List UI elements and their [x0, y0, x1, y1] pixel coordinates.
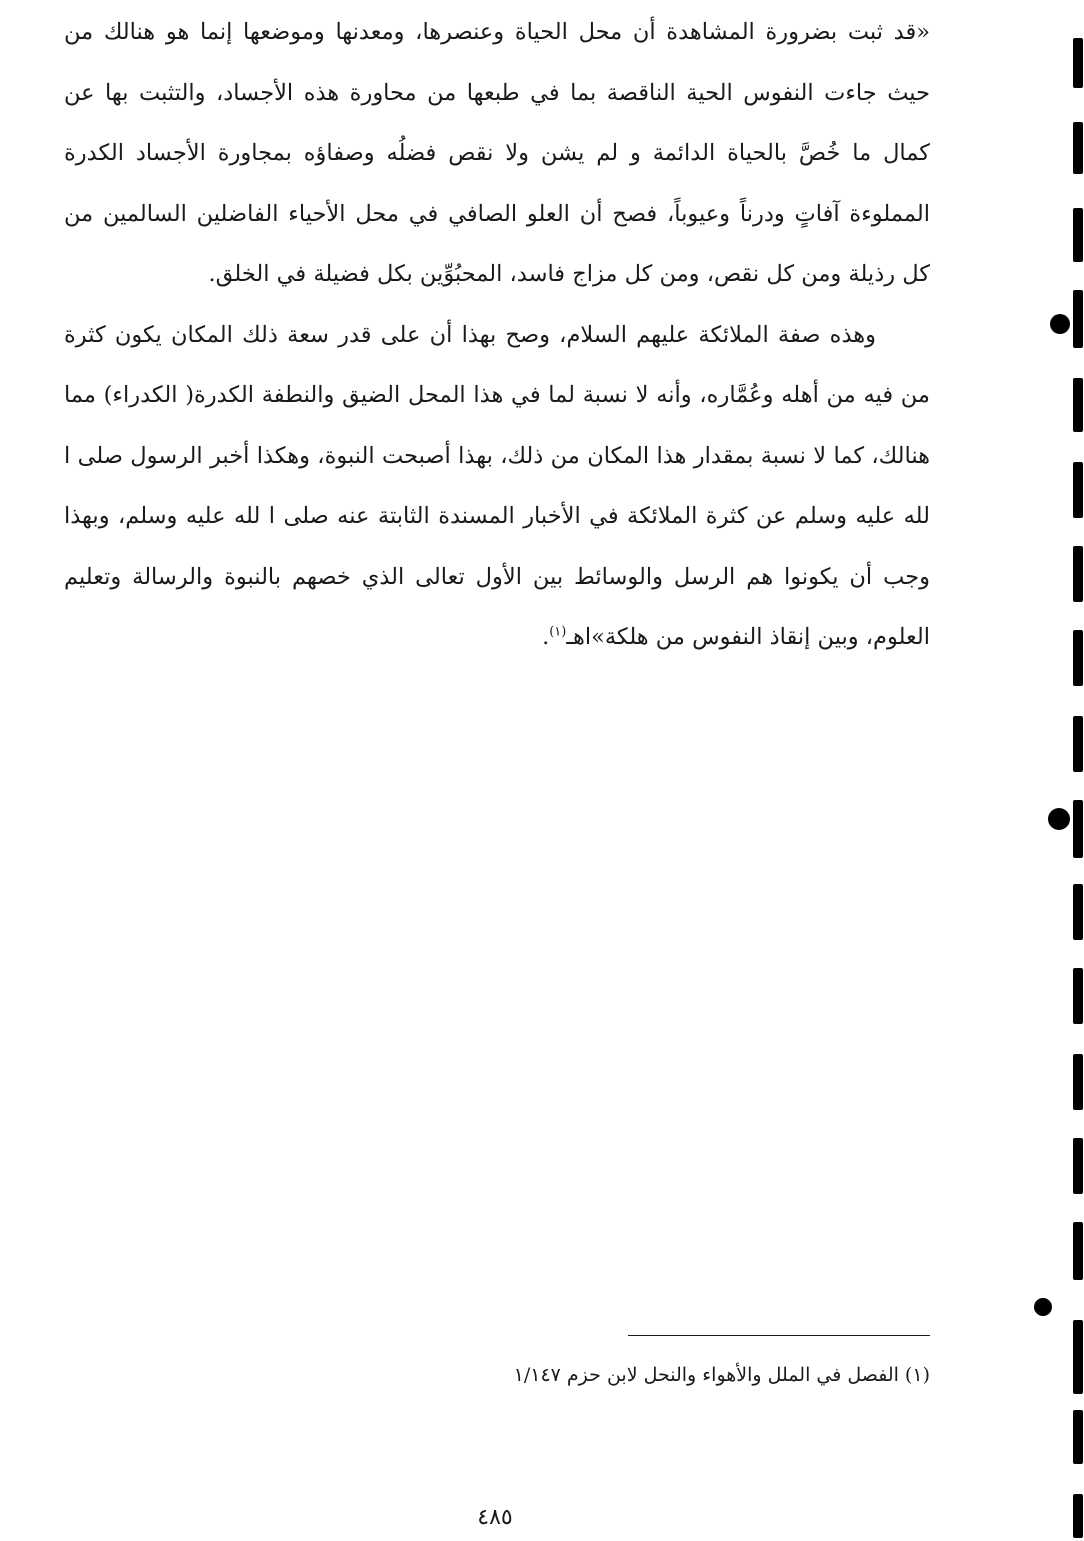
binding-mark: [1073, 1054, 1083, 1110]
binding-mark: [1073, 1138, 1083, 1194]
page-number: ٤٨٥: [477, 1505, 513, 1530]
binding-mark: [1073, 1494, 1083, 1538]
binding-mark: [1073, 290, 1083, 348]
binding-mark: [1073, 462, 1083, 518]
binding-mark: [1073, 800, 1083, 858]
footnote: (١) الفصل في الملل والأهواء والنحل لابن حزم ١/١٤٧: [513, 1364, 930, 1386]
binding-mark: [1073, 378, 1083, 432]
paragraph-1: «قد ثبت بضرورة المشاهدة أن محل الحياة وعنصرها، ومعدنها وموضعها إنما هو هنالك من حيث جاءت النفوس الحية الناقصة بما في طبعها من محاورة هذه الأجساد، والتثبت بها عن كمال ما خُصَّ بالحياة الدائمة و لم يشن ولا نقص فضلُه وصفاؤه بمجاورة الأجساد الكدرة المملوءة آفاتٍ ودرناً وعيوباً، فصح أن العلو الصافي في محل الأحياء الفاضلين السالمين من كل رذيلة ومن كل نقص، ومن كل مزاج فاسد، المحبُوِّين بكل فضيلة في الخلق.: [64, 19, 930, 287]
footnote-divider: [628, 1335, 930, 1336]
binding-mark: [1073, 1410, 1083, 1464]
footnote-reference: (١): [549, 624, 567, 640]
binding-mark: [1073, 1320, 1083, 1394]
binding-mark: [1073, 122, 1083, 174]
paragraph-2: [64, 305, 930, 668]
binding-mark: [1073, 208, 1083, 262]
paragraph-2-text: وهذه صفة الملائكة عليهم السلام، وصح بهذا أن على قدر سعة ذلك المكان يكون كثرة من فيه من أهله وعُمَّاره، وأنه لا نسبة لما في هذا المحل الضيق والنطفة الكدرة( الكدراء) مما هنالك، كما لا نسبة بمقدار هذا المكان من ذلك، بهذا أصبحت النبوة، وهكذا أخبر الرسول صلى ا لله عليه وسلم عن كثرة الملائكة في الأخبار المسندة الثابتة عنه صلى ا لله عليه وسلم، وبهذا وجب أن يكونوا هم الرسل والوسائط بين الأول تعالى الذي خصهم بالنبوة والرسالة وتعليم العلوم، وبين إنقاذ النفوس من هلكة»اهـ: [64, 321, 930, 650]
main-text: [64, 2, 930, 668]
binding-mark: [1073, 546, 1083, 602]
binding-mark: [1073, 630, 1083, 686]
binding-mark: [1073, 884, 1083, 940]
binding-mark: [1073, 968, 1083, 1024]
binding-dot: [1048, 808, 1070, 830]
binding-dot: [1050, 314, 1070, 334]
binding-mark: [1073, 716, 1083, 772]
paragraph-2-end: .: [542, 624, 550, 650]
binding-mark: [1073, 1222, 1083, 1280]
binding-mark: [1073, 38, 1083, 88]
binding-dot: [1034, 1298, 1052, 1316]
